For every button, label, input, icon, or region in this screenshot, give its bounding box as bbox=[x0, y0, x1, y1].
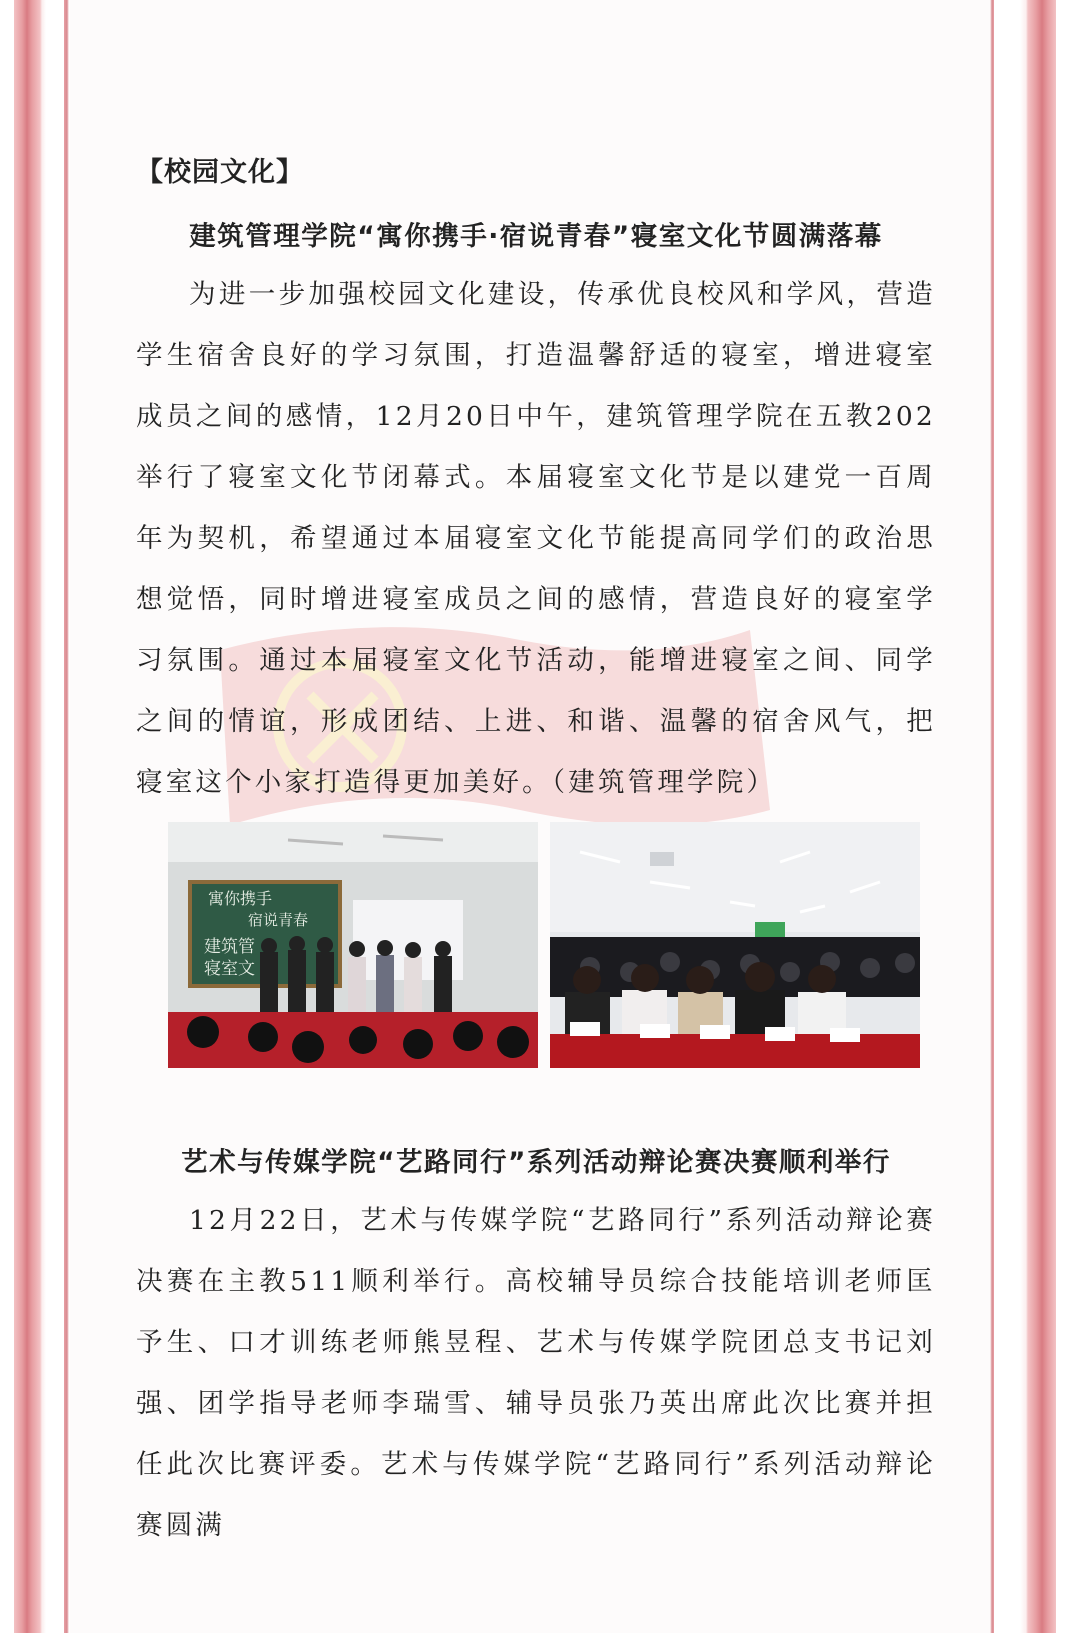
article-1-title: 建筑管理学院“寓你携手·宿说青春”寝室文化节圆满落幕 bbox=[189, 221, 883, 252]
article-1-body: 为进一步加强校园文化建设，传承优良校风和学风，营造学生宿舍良好的学习氛围，打造温馨舒适的寝室，增进寝室成员之间的感情，12月20日中午，建筑管理学院在五教202举行了寝室文化节闭幕式。本届寝室文化节是以建党一百周年为契机，希望通过本届寝室文化节能提高同学们的政治思想觉悟，同时增进寝室成员之间的感情，营造良好的寝室学习氛围。通过本届寝室文化节活动，能增进寝室之间、同学之间的情谊，形成团结、上进、和谐、温馨的宿舍风气，把寝室这个小家打造得更加美好。（建筑管理学院） bbox=[136, 279, 936, 798]
board-text-line-3: 建筑管 bbox=[204, 937, 255, 957]
board-text-line-2: 宿说青春 bbox=[248, 911, 309, 929]
board-text-line-1: 寓你携手 bbox=[208, 889, 273, 908]
left-decorative-border bbox=[0, 0, 70, 1633]
audience-photo bbox=[550, 822, 920, 1068]
section-tag: 【校园文化】 bbox=[136, 157, 304, 188]
article-2-body: 12月22日，艺术与传媒学院“艺路同行”系列活动辩论赛决赛在主教511顺利举行。高校辅导员综合技能培训老师匡予生、口才训练老师熊昱程、艺术与传媒学院团总支书记刘强、团学指导老师李瑞雪、辅导员张乃英出席此次比赛并担任此次比赛评委。艺术与传媒学院“艺路同行”系列活动辩论赛圆满 bbox=[136, 1205, 936, 1541]
board-text-line-4: 寝室文 bbox=[204, 959, 255, 979]
article-2-title: 艺术与传媒学院“艺路同行”系列活动辩论赛决赛顺利举行 bbox=[181, 1147, 891, 1178]
right-decorative-border bbox=[990, 0, 1080, 1633]
award-ceremony-photo bbox=[168, 822, 538, 1068]
